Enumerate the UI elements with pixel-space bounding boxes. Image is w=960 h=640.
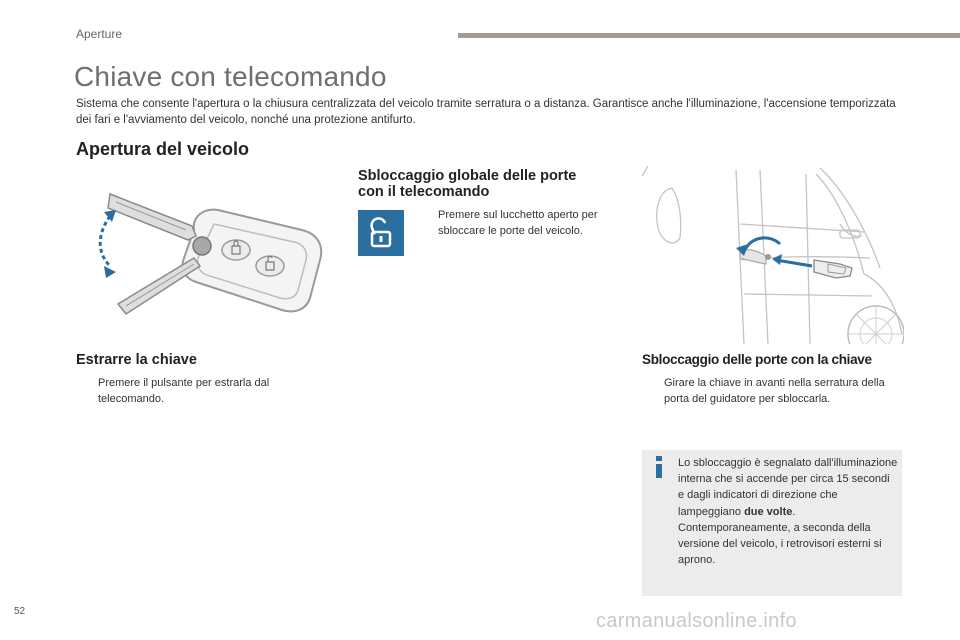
info-text — [678, 455, 898, 568]
section-label: Aperture — [76, 27, 123, 41]
key-extraction-illustration — [96, 186, 326, 318]
remote-unlock-heading-line2: con il telecomando — [358, 184, 490, 200]
header-bar — [458, 33, 960, 38]
extract-key-heading: Estrarre la chiave — [76, 352, 197, 368]
remote-unlock-bullet — [416, 208, 626, 239]
key-unlock-text: Girare la chiave in avanti nella serratura della porta del guidatore per sbloccarla. — [664, 377, 885, 405]
page-number: 52 — [14, 606, 26, 617]
key-unlock-bullet — [642, 376, 902, 407]
info-text-bold: due volte — [744, 505, 793, 518]
page-title: Chiave con telecomando — [74, 61, 387, 92]
intro-paragraph: Sistema che consente l'apertura o la chiusura centralizzata del veicolo tramite serratura o a distanza. Garantisce anche l'illuminazione, l'accensione temporizzata dei fari e l'avviamento del veicolo, nonché una protezione antifurto. — [76, 98, 896, 126]
section-heading-opening: Apertura del veicolo — [76, 139, 250, 159]
remote-unlock-text: Premere sul lucchetto aperto per sbloccare le porte del veicolo. — [438, 209, 598, 237]
extract-key-text: Premere il pulsante per estrarla dal telecomando. — [98, 377, 270, 405]
info-icon — [654, 456, 664, 478]
car-door-key-illustration — [640, 164, 904, 344]
unlock-button-icon — [358, 210, 404, 256]
info-text-part1: Lo sbloccaggio è segnalato dall'illuminazione interna che si accende per circa 15 secondi e dagli indicatori di direzione che lampeggiano — [678, 457, 898, 518]
watermark: carmanualsonline.info — [596, 610, 797, 632]
info-text-part2: . — [792, 505, 796, 518]
extract-key-bullet — [76, 376, 316, 407]
remote-unlock-heading-line1: Sbloccaggio globale delle porte — [358, 168, 577, 184]
remote-unlock-heading — [358, 168, 576, 200]
open-padlock-icon — [358, 210, 404, 256]
info-text-second: Contemporaneamente, a seconda della versione del veicolo, i retrovisori esterni si aprono. — [678, 521, 882, 567]
key-unlock-heading: Sbloccaggio delle porte con la chiave — [642, 352, 872, 367]
